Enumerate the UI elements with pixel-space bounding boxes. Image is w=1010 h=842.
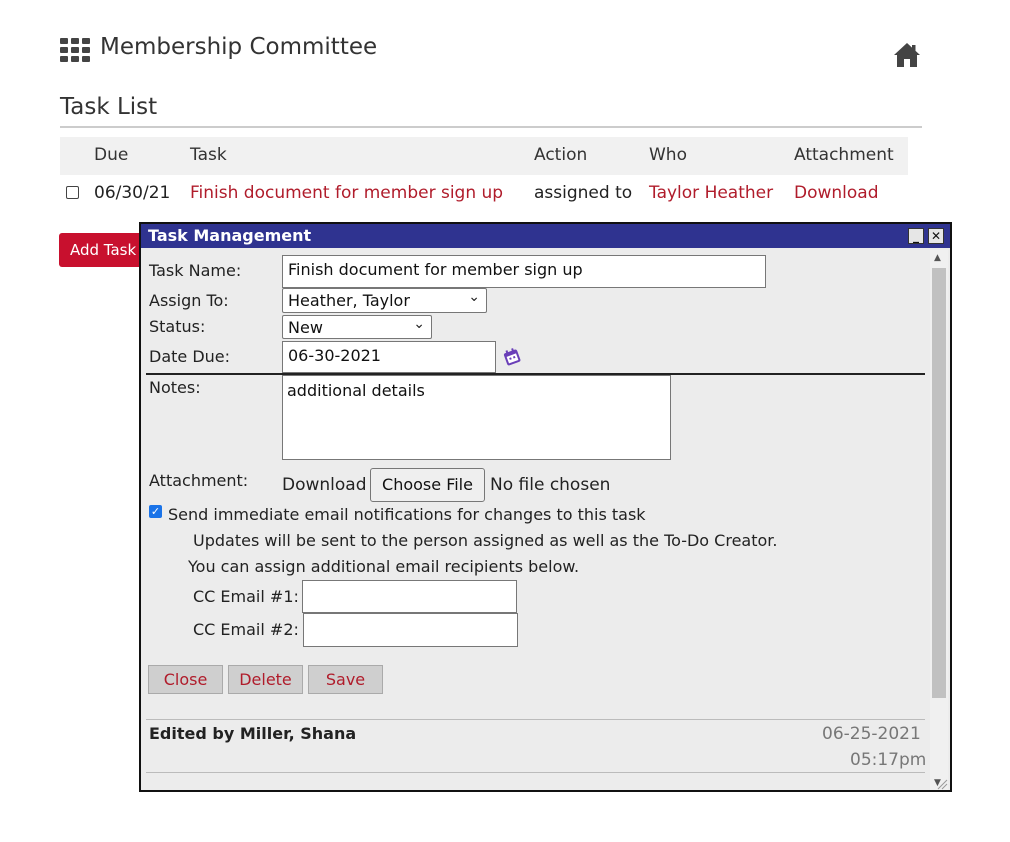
scrollbar[interactable]	[930, 250, 948, 792]
task-attachment-download-link[interactable]: Download	[794, 183, 879, 203]
task-management-dialog	[139, 222, 952, 792]
no-file-chosen-text: No file chosen	[490, 475, 611, 495]
chevron-down-icon: ⌄	[413, 316, 425, 332]
assign-to-label: Assign To:	[149, 291, 229, 310]
assign-to-value: Heather, Taylor	[288, 291, 410, 310]
cc-email-2-label: CC Email #2:	[193, 620, 299, 639]
task-due-date: 06/30/21	[94, 183, 171, 203]
close-window-button[interactable]: ✕	[928, 228, 944, 244]
status-label: Status:	[149, 317, 206, 336]
notify-info-line-1: Updates will be sent to the person assigned as well as the To-Do Creator.	[193, 531, 778, 550]
table-header	[60, 137, 908, 175]
status-select[interactable]	[282, 315, 432, 339]
task-action: assigned to	[534, 183, 633, 203]
divider	[60, 126, 922, 128]
apps-grid-icon[interactable]	[60, 38, 90, 62]
row-checkbox[interactable]	[66, 186, 79, 199]
task-assignee-link[interactable]: Taylor Heather	[649, 183, 774, 203]
attachment-download-link[interactable]: Download	[282, 475, 367, 495]
edited-time: 05:17pm	[850, 750, 927, 770]
edited-date: 06-25-2021	[822, 724, 921, 744]
scroll-down-arrow-icon[interactable]: ▼	[934, 778, 941, 788]
home-icon[interactable]	[893, 42, 921, 68]
delete-button[interactable]: Delete	[228, 665, 303, 694]
add-task-button[interactable]: Add Task	[59, 233, 149, 267]
dialog-title: Task Management	[148, 226, 312, 245]
column-header-attachment[interactable]: Attachment	[794, 145, 894, 165]
save-button[interactable]: Save	[308, 665, 383, 694]
calendar-icon[interactable]	[502, 347, 522, 367]
notes-label: Notes:	[149, 378, 201, 397]
chevron-down-icon: ⌄	[468, 289, 480, 305]
cc-email-1-input[interactable]	[302, 580, 517, 613]
email-notify-label[interactable]: Send immediate email notifications for changes to this task	[168, 505, 646, 524]
cc-email-1-label: CC Email #1:	[193, 587, 299, 606]
column-header-action[interactable]: Action	[534, 145, 588, 165]
task-name-link[interactable]: Finish document for member sign up	[190, 183, 504, 203]
status-value: New	[288, 318, 323, 337]
minimize-button[interactable]: _	[908, 228, 924, 244]
footer-divider	[146, 719, 925, 720]
notes-textarea[interactable]: additional details	[282, 375, 671, 460]
page-title: Membership Committee	[100, 34, 378, 60]
notify-info-line-2: You can assign additional email recipients below.	[188, 557, 580, 576]
email-notify-checkbox[interactable]: ✓	[150, 505, 161, 518]
date-due-label: Date Due:	[149, 347, 231, 366]
column-header-due[interactable]: Due	[94, 145, 129, 165]
date-due-input[interactable]: 06-30-2021	[282, 341, 496, 373]
scroll-up-arrow-icon[interactable]: ▲	[934, 253, 941, 263]
cc-email-2-input[interactable]	[303, 613, 518, 647]
bottom-divider	[146, 772, 925, 773]
task-name-input[interactable]: Finish document for member sign up	[282, 255, 766, 288]
column-header-who[interactable]: Who	[649, 145, 687, 165]
task-name-label: Task Name:	[149, 261, 242, 280]
dialog-titlebar[interactable]	[141, 224, 950, 248]
edited-by-text: Edited by Miller, Shana	[149, 724, 357, 743]
close-button[interactable]: Close	[148, 665, 223, 694]
column-header-task[interactable]: Task	[190, 145, 227, 165]
assign-to-select[interactable]	[282, 288, 487, 313]
task-list-title: Task List	[60, 94, 158, 120]
resize-grip-icon[interactable]	[936, 778, 948, 790]
attachment-label: Attachment:	[149, 471, 249, 490]
scrollbar-thumb[interactable]	[932, 268, 946, 698]
choose-file-button[interactable]: Choose File	[370, 468, 485, 502]
